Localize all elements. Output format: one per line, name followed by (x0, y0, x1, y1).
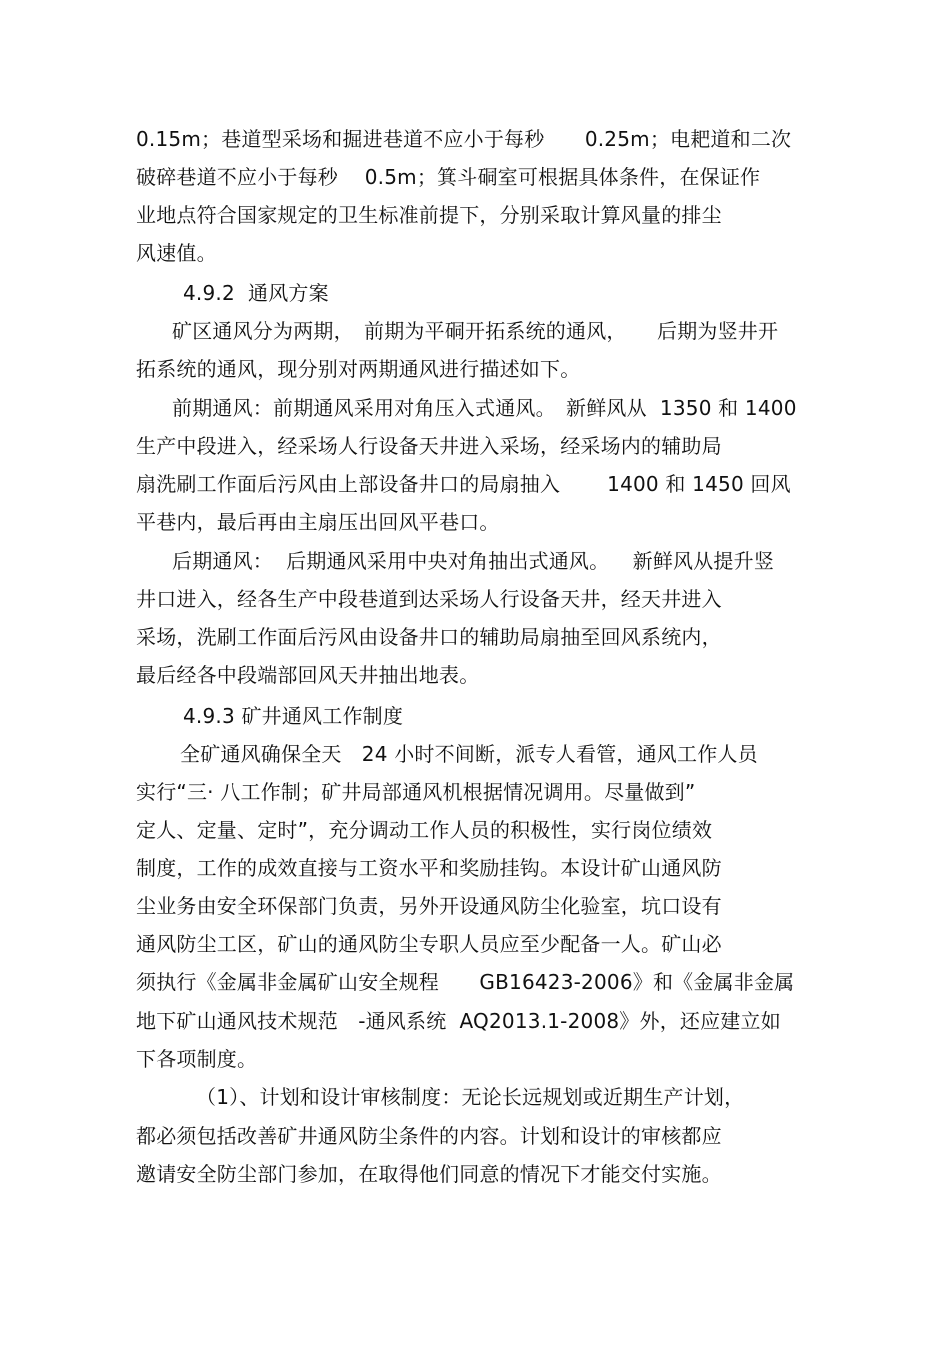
text-line: 扇洗刷工作面后污风由上部设备井口的局扇抽入 1400 和 1450 回风 (136, 472, 791, 496)
text-line: 破碎巷道不应小于每秒 0.5m；箕斗硐室可根据具体条件，在保证作 (136, 165, 761, 189)
text-line: 定人、定量、定时”，充分调动工作人员的积极性，实行岗位绩效 (136, 818, 713, 842)
text-line: 生产中段进入，经采场人行设备天井进入采场，经采场内的辅助局 (136, 434, 722, 458)
text-line: 井口进入，经各生产中段巷道到达采场人行设备天井，经天井进入 (136, 587, 722, 611)
text-line: 前期通风：前期通风采用对角压入式通风。 新鲜风从 1350 和 1400 (172, 396, 797, 420)
text-line: （1）、计划和设计审核制度：无论长远规划或近期生产计划， (196, 1085, 745, 1109)
text-line: 下各项制度。 (136, 1047, 258, 1071)
text-line: 矿区通风分为两期， 前期为平硐开拓系统的通风， 后期为竖井开 (172, 319, 779, 343)
section-heading: 4.9.3 矿井通风工作制度 (183, 704, 404, 728)
text-line: 制度，工作的成效直接与工资水平和奖励挂钩。本设计矿山通风防 (136, 856, 722, 880)
text-line: 业地点符合国家规定的卫生标准前提下，分别采取计算风量的排尘 (136, 203, 722, 227)
text-line: 地下矿山通风技术规范 -通风系统 AQ2013.1-2008》外，还应建立如 (136, 1009, 781, 1033)
text-line: 0.15m；巷道型采场和掘进巷道不应小于每秒 0.25m；电耙道和二次 (136, 127, 792, 151)
text-line: 风速值。 (136, 241, 217, 265)
text-line: 平巷内，最后再由主扇压出回风平巷口。 (136, 510, 500, 534)
text-line: 都必须包括改善矿井通风防尘条件的内容。计划和设计的审核都应 (136, 1124, 722, 1148)
text-line: 采场，洗刷工作面后污风由设备井口的辅助局扇抽至回风系统内， (136, 625, 722, 649)
text-line: 须执行《金属非金属矿山安全规程 GB16423-2006》和《金属非金属 (136, 970, 795, 994)
text-line: 全矿通风确保全天 24 小时不间断，派专人看管，通风工作人员 (180, 742, 758, 766)
text-line: 通风防尘工区，矿山的通风防尘专职人员应至少配备一人。矿山必 (136, 932, 722, 956)
text-line: 尘业务由安全环保部门负责，另外开设通风防尘化验室，坑口设有 (136, 894, 722, 918)
text-line: 邀请安全防尘部门参加，在取得他们同意的情况下才能交付实施。 (136, 1162, 722, 1186)
section-heading: 4.9.2 通风方案 (183, 281, 329, 305)
text-line: 拓系统的通风，现分别对两期通风进行描述如下。 (136, 357, 581, 381)
text-line: 实行“三· 八工作制；矿井局部通风机根据情况调用。尽量做到” (136, 780, 696, 804)
text-line: 最后经各中段端部回风天井抽出地表。 (136, 663, 480, 687)
text-line: 后期通风： 后期通风采用中央对角抽出式通风。 新鲜风从提升竖 (172, 549, 775, 573)
